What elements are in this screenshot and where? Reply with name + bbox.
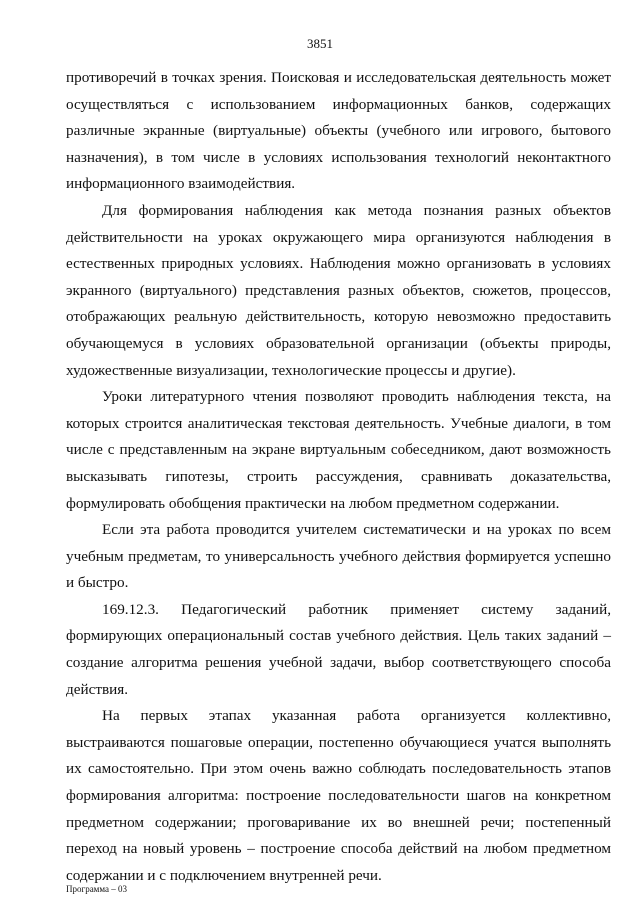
paragraph-observation-method: Для формирования наблюдения как метода познания разных объектов действительности на уроках окружающего мира организуются наблюдения в естественных природных условиях. Наблюдения можно организовать в условиях экранного (виртуального) представления разных объектов, сюжетов, процессов, отображающих реальную действительность, которую невозможно предоставить обучающемуся в условиях образовательной организации (объекты природы, художественные визуализации, технологические процессы и другие). (66, 201, 611, 379)
paragraph-systematic-work: Если эта работа проводится учителем систематически и на уроках по всем учебным предметам, то универсальность учебного действия формируется успешно и быстро. (66, 521, 611, 592)
document-body (66, 65, 611, 889)
page-number: 3851 (307, 36, 333, 51)
paragraph-continuation: противоречий в точках зрения. Поисковая и исследовательская деятельность может осуществляться с использованием информационных банков, содержащих различные экранные (виртуальные) объекты (учебного или игрового, бытового назначения), в том числе в условиях использования технологий неконтактного информационного взаимодействия. (66, 69, 611, 193)
paragraph-first-stages: На первых этапах указанная работа организуется коллективно, выстраиваются пошаговые операции, постепенно обучающиеся учатся выполнять их самостоятельно. При этом очень важно соблюдать последовательность этапов формирования алгоритма: построение последовательности шагов на конкретном предметном содержании; проговаривание их во внешней речи; постепенный переход на новый уровень – построение способа действий на любом предметном содержании и с подключением внутренней речи. (66, 707, 611, 884)
paragraph-literary-reading: Уроки литературного чтения позволяют проводить наблюдения текста, на которых строится аналитическая текстовая деятельность. Учебные диалоги, в том числе с представленным на экране виртуальным собеседником, дают возможность высказывать гипотезы, строить рассуждения, сравнивать доказательства, формулировать обобщения практически на любом предметном содержании. (66, 388, 611, 512)
paragraph-section-169-12-3: 169.12.3. Педагогический работник применяет систему заданий, формирующих операциональный состав учебного действия. Цель таких заданий – создание алгоритма решения учебной задачи, выбор соответствующего способа действия. (66, 600, 611, 698)
footer-label: Программа – 03 (66, 884, 128, 894)
